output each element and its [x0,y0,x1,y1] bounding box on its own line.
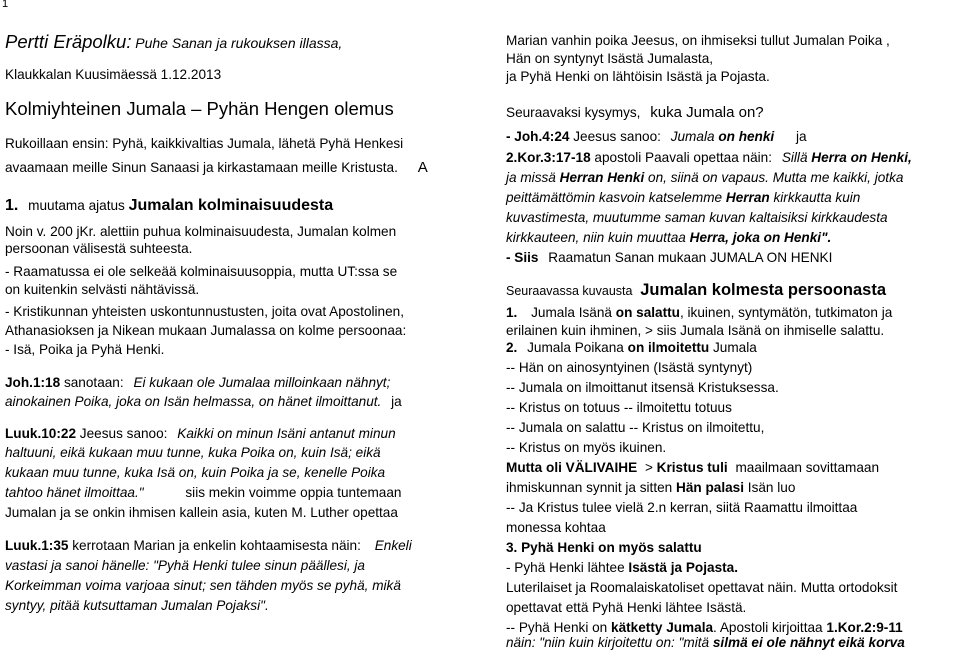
verse-quote-bold: Herran Henki [559,170,645,185]
text-line [506,539,702,556]
verse-ref: Joh.1:18 [5,375,61,390]
text-line: Noin v. 200 jKr. alettiin puhua kolminaisuudesta, Jumalan kolmen [5,224,397,239]
text-line: -- Ja Kristus tulee vielä 2.n kerran, siitä Raamattu ilmoittaa [506,500,858,515]
verse-quote-bold: on henki [718,129,775,144]
verse-quote: Kaikki on minun Isäni antanut minun [177,426,396,441]
author-name: Pertti Eräpolku: [5,31,132,52]
text-span-bold: on salattu [615,305,680,320]
verse-quote-line [506,229,831,246]
text-span: Jumala Poikana [527,340,624,355]
verse-quote: syntyy, pitää kutsuttaman Jumalan Pojaksi". [5,598,269,613]
verse-line [5,484,401,501]
verse-ref: 2.Kor.3:17-18 [506,150,591,165]
prayer-tail: A [417,159,428,176]
text-line: Athanasioksen ja Nikean mukaan Jumalassa on kolme persoonaa: [5,323,407,338]
header-place: Klaukkalan Kuusimäessä 1.12.2013 [5,67,222,82]
verse-tail: ja [391,394,402,409]
section-title: Jumalan kolminaisuudesta [128,197,334,214]
verse-quote: on, siinä on vapaus. [648,170,769,185]
list-item: -- Jumala on ilmoittanut itsensä Kristuksessa. [506,380,779,395]
prayer-text: avaamaan meille Sinun Sanaasi ja kirkastamaan meille Kristusta. [5,160,398,175]
text-span-bold: Hän palasi [676,480,745,495]
verse-line [5,425,396,442]
text-line [506,559,738,576]
verse-quote: kirkkauteen, niin kuin muuttaa [506,230,686,245]
verse-intro: sanotaan: [63,375,124,390]
text-span-bold: Kristus tuli [656,460,728,475]
text-span-bold: on ilmoitettu [627,340,710,355]
text-span-bold: - Siis [506,250,539,265]
verse-quote: Ei kukaan ole Jumalaa milloinkaan nähnyt; [133,375,391,390]
verse-quote-line [506,169,903,186]
verse-quote: näin: "niin kuin kirjoitettu on: "mitä [506,635,710,650]
text-span: Raamatun Sanan mukaan JUMALA ON HENKI [548,250,833,265]
text-span: - Pyhä Henki lähtee [506,560,625,575]
text-line: persoonan välisestä suhteesta. [5,241,193,256]
section-intro: muutama ajatus [28,198,125,213]
verse-intro: kerrotaan Marian ja enkelin kohtaamisesta näin: [72,538,361,553]
verse-quote: Sillä [781,150,808,165]
list-item: -- Kristus on myös ikuinen. [506,440,667,455]
page-title: Kolmiyhteinen Jumala – Pyhän Hengen olemus [5,98,394,119]
verse-line [506,149,912,166]
text-span: siis mekin voimme oppia tuntemaan [185,485,402,500]
verse-quote: ainokainen Poika, joka on Isän helmassa, on hänet ilmoittanut. [5,394,382,409]
verse-quote: ja missä [506,170,556,185]
text-line: Marian vanhin poika Jeesus, on ihmiseksi tullut Jumalan Poika , [506,33,890,48]
list-number: 2. [506,340,518,355]
verse-quote: kirkkautta kuin [773,190,861,205]
text-span-bold: 3. Pyhä Henki on myös [506,540,655,555]
text-span-bold: kätketty Jumala [611,620,714,635]
text-line [506,249,832,266]
verse-ref: Luuk.10:22 [5,426,77,441]
text-line [506,634,905,651]
verse-quote: haltuuni, eikä kukaan muu tunne, kuka Poika on, kuin Isä; eikä [5,445,381,460]
section-number: 1. [5,197,19,214]
verse-tail: ja [795,129,807,144]
text-line: monessa kohtaa [506,520,606,535]
verse-line [506,128,807,145]
verse-line [5,393,402,410]
verse-intro: Jeesus sanoo: [573,129,661,144]
list-number: 1. [506,305,518,320]
verse-quote-bold: Herran [725,190,770,205]
text-span-bold: salattu [657,540,702,555]
question-text: kuka Jumala on? [650,104,764,121]
section-intro: Seuraavassa kuvausta [506,284,633,298]
verse-ref: Luuk.1:35 [5,538,69,553]
verse-quote: Korkeimman voima varjoaa sinut; sen tähden myös se pyhä, mikä [5,578,401,593]
verse-quote: tahtoo hänet ilmoittaa." [5,485,144,500]
list-item: -- Jumala on salattu -- Kristus on ilmoitettu, [506,420,765,435]
text-span: Jumala Isänä [531,305,612,320]
text-span-bold: Isästä ja Pojasta. [628,560,738,575]
question-line [506,104,764,121]
list-item: -- Hän on ainosyntyinen (Isästä syntynyt) [506,360,753,375]
section-heading [506,282,886,300]
section-heading [5,197,333,214]
text-line: ja Pyhä Henki on lähtöisin Isästä ja Pojasta. [506,69,770,84]
text-line: - Raamatussa ei ole selkeää kolminaisuusoppia, mutta UT:ssa se [5,264,398,279]
page-number: 1 [2,0,9,10]
text-line: Jumalan ja se onkin ihmisen kallein asia, kuten M. Luther opettaa [5,505,398,520]
text-span: ihmiskunnan synnit ja sitten [506,480,673,495]
text-span: Isän luo [747,480,796,495]
text-span: , ikuinen, syntymätön, tutkimaton ja [679,305,893,320]
verse-quote: kuvastimesta, muutumme saman kuvan kaltaisiksi kirkkaudesta [506,210,888,225]
text-line: Luterilaiset ja Roomalaiskatoliset opettavat näin. Mutta ortodoksit [506,580,898,595]
verse-quote-bold: silmä ei ole nähnyt eikä korva [712,635,905,650]
verse-quote: peittämättömin kasvoin katselemme [506,190,723,205]
text-line: Hän on syntynyt Isästä Jumalasta, [506,51,714,66]
verse-quote: Jumala [670,129,715,144]
text-line [506,339,757,356]
verse-line [5,537,412,554]
verse-intro: apostoli Paavali opettaa näin: [594,150,773,165]
header-line [5,31,342,53]
text-line [506,304,892,321]
text-span: > [644,460,653,475]
verse-quote: Enkeli [374,538,412,553]
verse-quote-bold: Herra on Henki, [811,150,912,165]
question-label: Seuraavaksi kysymys, [506,105,641,120]
text-span-bold: 1.Kor.2:9-11 [826,620,903,635]
section-title: Jumalan kolmesta persoonasta [640,281,887,299]
text-line: - Isä, Poika ja Pyhä Henki. [5,342,165,357]
verse-quote: Mutta me kaikki, jotka [772,170,904,185]
verse-ref: - Joh.4:24 [506,129,570,144]
verse-line [5,374,390,391]
prayer-line [5,159,428,176]
verse-quote-bold: Herra, joka on Henki". [689,230,832,245]
text-span: Jumala [712,340,757,355]
text-line: opettavat että Pyhä Henki lähtee Isästä. [506,600,747,615]
text-line: - Kristikunnan yhteisten uskontunnustusten, joita ovat Apostolinen, [5,304,404,319]
verse-quote: kukaan muu tunne, kuka Isä on, kuin Poika ja se, kenelle Poika [5,465,386,480]
header-subtitle: Puhe Sanan ja rukouksen illassa, [135,35,343,51]
text-line: erilainen kuin ihminen, > siis Jumala Isänä on ihmiselle salattu. [506,323,885,338]
text-span: maailmaan sovittamaan [735,460,880,475]
text-span-bold: Mutta oli VÄLIVAIHE [506,460,638,475]
text-line [506,479,795,496]
verse-quote-line [506,189,860,206]
prayer-line: Rukoillaan ensin: Pyhä, kaikkivaltias Jumala, lähetä Pyhä Henkesi [5,136,404,151]
text-line: on kuitenkin selvästi nähtävissä. [5,282,200,297]
verse-intro: Jeesus sanoo: [79,426,168,441]
text-span: -- Pyhä Henki on [506,620,608,635]
verse-quote: vastasi ja sanoi hänelle: "Pyhä Henki tulee sinun päällesi, ja [5,558,365,573]
text-line [506,459,879,476]
list-item: -- Kristus on totuus -- ilmoitettu totuus [506,400,732,415]
text-span: . Apostoli kirjoittaa [713,620,823,635]
